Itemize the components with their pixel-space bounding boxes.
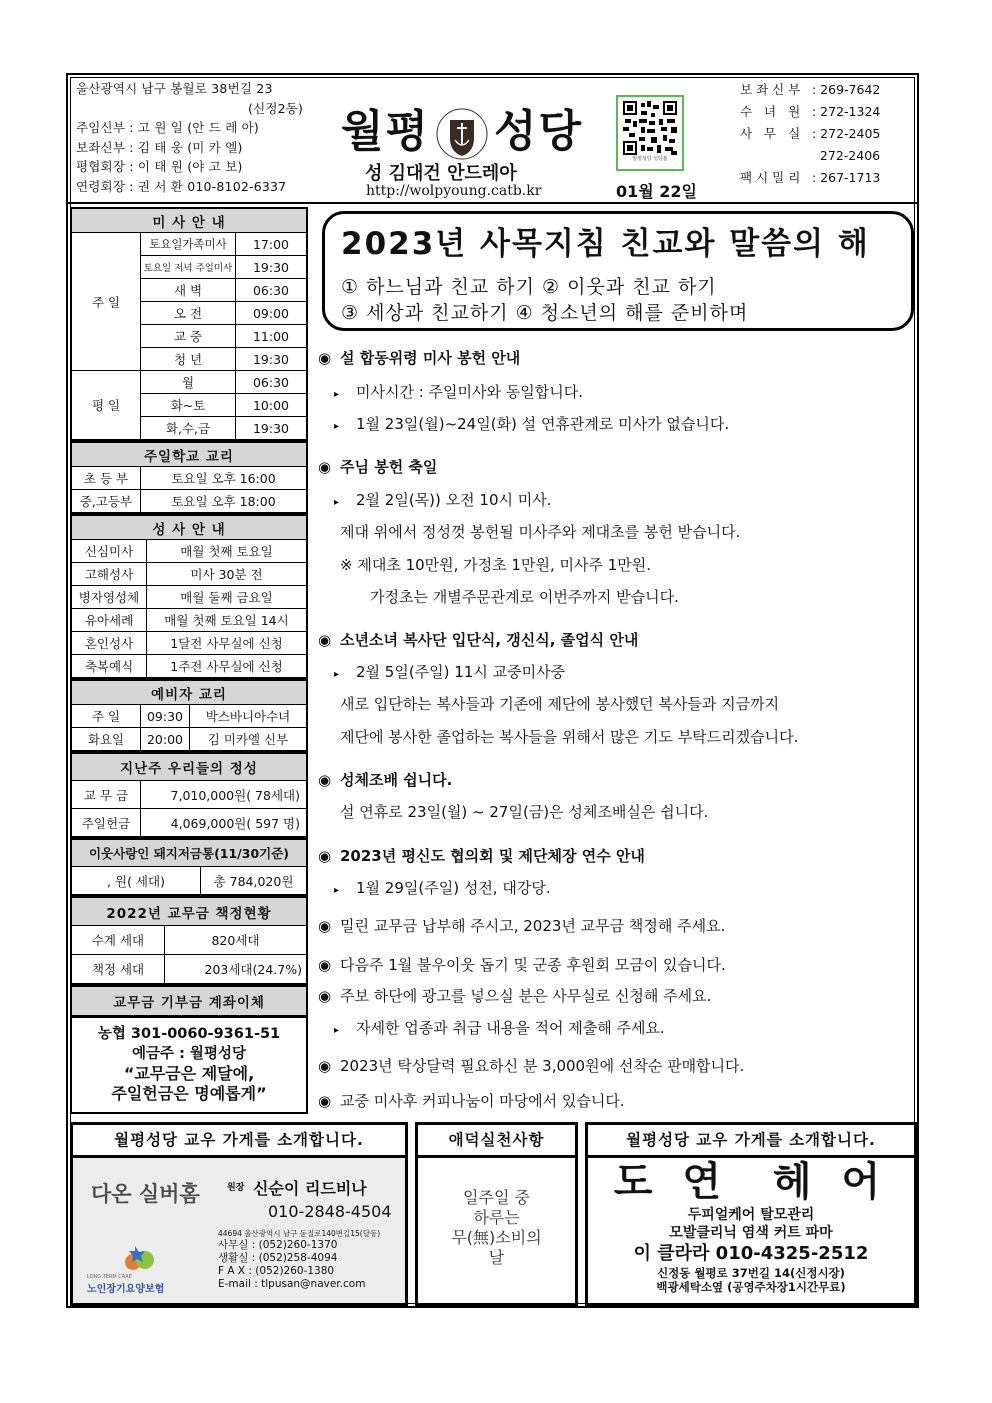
sunday-school-table: 주일학교 교리 초 등 부 토요일 오후 16:00 중,고등부 토요일 오후 18:00 — [70, 441, 308, 514]
notice-line: ▸ 미사시간 : 주일미사와 동일합니다. — [334, 383, 583, 401]
address-line2: (신정2동) — [248, 100, 304, 116]
radio-bullet-icon: ◉ — [318, 847, 332, 865]
radio-bullet-icon: ◉ — [318, 917, 332, 935]
bank-account: 농협 301-0060-9361-51 — [97, 1026, 281, 1042]
salon-contact: 이 클라라 010-4325-2512 — [633, 1243, 869, 1264]
phone-row: 272-2406 — [819, 148, 881, 163]
notice-line: ▸ 1월 23일(월)~24일(화) 설 연휴관계로 미사가 없습니다. — [334, 415, 730, 433]
notice-heading: ◉ 성체조배 쉽니다. — [318, 771, 453, 789]
triangle-bullet-icon: ▸ — [334, 421, 340, 432]
notice-line: ▸ 자세한 업종과 취급 내용을 적어 제출해 주세요. — [334, 1019, 665, 1037]
banner-goals-1: ① 하느님과 친교 하기 ② 이웃과 친교 하기 — [341, 276, 717, 298]
triangle-bullet-icon: ▸ — [334, 669, 340, 680]
quote-line1: “교무금은 제달에, — [123, 1064, 255, 1083]
notice-heading: ◉ 설 합동위령 미사 봉헌 안내 — [318, 349, 521, 367]
staff-row: 주임신부 : 고 원 일 (안 드 레 아) — [76, 120, 259, 135]
phone-row: 사 무 실 : 272-2405 — [740, 126, 881, 141]
banner-title: 2023년 사목지침 친교와 말씀의 해 — [341, 226, 870, 262]
bulletin-frame — [66, 73, 919, 1308]
sunday-label: 주 일 — [71, 233, 141, 371]
radio-bullet-icon: ◉ — [318, 1057, 332, 1075]
staff-row: 보좌신부 : 김 태 웅 (미 카 엘) — [76, 139, 243, 155]
business-phone: 010-2848-4504 — [268, 1202, 392, 1221]
notice-line: ▸ 2월 5일(주일) 11시 교중미사중 — [334, 663, 566, 681]
notice-heading: ◉ 2023년 평신도 협의회 및 제단체장 연수 안내 — [318, 847, 645, 865]
notice-line: 제대 위에서 정성껏 봉헌될 미사주와 제대초를 봉헌 받습니다. — [340, 523, 741, 541]
notice-line: ▸ 2월 2일(목)) 오전 10시 미사. — [334, 491, 552, 509]
notice-heading: ◉ 소년소녀 복사단 입단식, 갱신식, 졸업식 안내 — [318, 631, 639, 649]
notice-heading: ◉ 주님 봉헌 축일 — [318, 458, 438, 476]
notice-line: 새로 입단하는 복사들과 기존에 제단에 봉사했던 복사들과 지금까지 — [340, 695, 780, 713]
notice-line: ▸ 1월 29일(주일) 성전, 대강당. — [334, 879, 551, 897]
church-emblem-icon — [436, 106, 488, 162]
patron-saint: 성 김대건 안드레아 — [365, 163, 517, 184]
dues-2022-table: 2022년 교무금 책정현황 수계 세대 820세대 책정 세대 203세대(24.7%) — [70, 896, 308, 985]
staff-row: 평협회장 : 이 태 원 (야 고 보) — [76, 159, 243, 174]
radio-bullet-icon: ◉ — [318, 631, 332, 649]
notice-line: ◉ 교중 미사후 커피나눔이 마당에서 있습니다. — [318, 1092, 625, 1110]
salon-name: 도 연 헤 어 — [613, 1159, 889, 1205]
pastoral-theme-banner — [322, 211, 914, 331]
phone-directory — [740, 79, 880, 189]
qr-code-icon — [623, 101, 677, 155]
bank-account-box — [70, 1017, 308, 1114]
radio-bullet-icon: ◉ — [318, 956, 332, 974]
church-logo: 월평 성당 — [341, 95, 583, 162]
radio-bullet-icon: ◉ — [318, 458, 332, 476]
ad-silver-home: 월평성당 교우 가게를 소개합니다. 다온 실버홈 원장 신순이 리드비나 010-2848-4504 44694 울산광역시 남구 돋질로140번길15(달동) 사무실 : (052)260-1370 생활실 : (052)258-4094 F A X : (052)260-1380 E-mail : tlpusan@naver.com LONG TERM CARE 노인장기요양보험 — [70, 1122, 408, 1306]
quote-line2: 주일헌금은 명예롭게” — [111, 1084, 267, 1103]
website-link[interactable]: http://wolpyoung.catb.kr — [366, 183, 542, 199]
triangle-bullet-icon: ▸ — [334, 885, 340, 896]
notice-line: ※ 제대초 10만원, 가정초 1만원, 미사주 1만원. — [340, 556, 652, 574]
notice-line: ◉ 주보 하단에 광고를 넣으실 분은 사무실로 신청해 주세요. — [318, 987, 712, 1005]
ad-hair-salon: 월평성당 교우 가게를 소개합니다. 도 연 헤 어 두피얼케어 탈모관리 모발클리닉 염색 커트 파마 이 클라라 010-4325-2512 신정동 월평로 37번길 14(신정시장) 백광세탁소옆 (공영주차장1시간무료) — [585, 1122, 917, 1306]
radio-bullet-icon: ◉ — [318, 771, 332, 789]
notice-line: 설 연휴로 23일(월) ~ 27일(금)은 성체조배실은 쉽니다. — [340, 803, 709, 821]
phone-row: 보좌신부 : 269-7642 — [740, 82, 881, 97]
phone-row: 팩시밀리 : 267-1713 — [740, 170, 881, 185]
bulletin-date: 01월 22일 — [616, 182, 698, 201]
mass-schedule-table: 미 사 안 내 주 일 토요일가족미사 17:00 토요일 저녁 주일미사 19:30 새 벽 06:30 오 전 09:00 교 중 11:00 청 년 19:30 평 일 월 06:30 화~토 10:00 화,수,금 19:30 — [70, 207, 308, 441]
qr-code[interactable] — [616, 95, 684, 171]
business-name: 다온 실버홈 — [91, 1182, 200, 1206]
bulletin-header — [68, 75, 917, 204]
notice-line: ◉ 다음주 1월 불우이웃 돕기 및 군종 후원회 모금이 있습니다. — [318, 956, 726, 974]
banner-goals-2: ③ 세상과 친교하기 ④ 청소년의 해를 준비하며 — [341, 302, 749, 324]
staff-row: 연령회장 : 권 서 환 010-8102-6337 — [76, 178, 287, 194]
mass-schedule-title: 미 사 안 내 — [71, 208, 307, 233]
sacraments-table: 성 사 안 내 신심미사 매월 첫째 토요일 고해성사 미사 30분 전 병자영성체 매월 둘째 금요일 유아세례 매월 첫째 토요일 14시 혼인성사 1달전 사무실에 신청 축복예식 1주전 사무실에 신청 — [70, 514, 308, 679]
director-name: 신순이 리드비나 — [253, 1179, 367, 1198]
piggy-bank-table: 이웃사랑인 돼지저금통(11/30기준) , 원( 세대) 총 784,020원 — [70, 838, 308, 896]
offerings-table: 지난주 우리들의 정성 교 무 금 7,010,000원( 78세대) 주일헌금 4,069,000원( 597 명) — [70, 752, 308, 838]
triangle-bullet-icon: ▸ — [334, 497, 340, 508]
sidebar — [70, 207, 308, 1114]
care-insurance-logo-icon — [113, 1244, 163, 1276]
notice-line: 가정초는 개별주문관계로 이번주까지 받습니다. — [370, 588, 679, 606]
notice-line: ◉ 2023년 탁상달력 필요하신 분 3,000원에 선착순 판매합니다. — [318, 1057, 745, 1075]
notice-line: ◉ 밀린 교무금 납부해 주시고, 2023년 교무금 책정해 주세요. — [318, 917, 726, 935]
triangle-bullet-icon: ▸ — [334, 389, 340, 400]
notice-line: 제단에 봉사한 졸업하는 복사들을 위해서 많은 기도 부탁드리겠습니다. — [340, 728, 799, 746]
catechumen-table: 예비자 교리 주 일 09:30 박스바니아수녀 화요일 20:00 김 미카엘 신부 — [70, 679, 308, 752]
qr-caption: 월평성당 성당홈 — [632, 156, 668, 162]
radio-bullet-icon: ◉ — [318, 349, 332, 367]
phone-row: 수 녀 원 : 272-1324 — [740, 104, 881, 119]
church-info — [76, 79, 303, 196]
transfer-table: 교무금 기부금 계좌이체 — [70, 985, 308, 1017]
address-line1: 울산광역시 남구 봉월로 38번길 23 — [76, 81, 273, 96]
radio-bullet-icon: ◉ — [318, 1092, 332, 1110]
ad-left-title: 월평성당 교우 가게를 소개합니다. — [73, 1125, 405, 1158]
account-holder: 예금주 : 월평성당 — [132, 1046, 246, 1062]
triangle-bullet-icon: ▸ — [334, 1025, 340, 1036]
charity-practice-box: 애덕실천사항 일주일 중 하루는 무(無)소비의 날 — [415, 1122, 578, 1306]
weekday-label: 평 일 — [71, 371, 141, 441]
radio-bullet-icon: ◉ — [318, 987, 332, 1005]
